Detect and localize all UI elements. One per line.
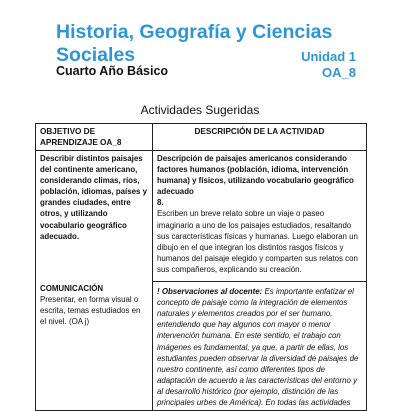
- description-column-header: DESCRIPCIÓN DE LA ACTIVIDAD: [153, 124, 367, 151]
- communication-text: Presentar, en forma visual o escrita, temas estudiados en el nivel. (OA j): [40, 294, 141, 327]
- oa-code: OA_8: [322, 65, 356, 80]
- unit-label: [301, 49, 356, 81]
- objective-text: Describir distintos paisajes del continente americano, considerando climas, ríos, población, idiomas, países y grandes ciudades, entre otros, y utilizando vocabulario geográfico adecuado.: [40, 154, 147, 241]
- observations-label: ! Observaciones al docente:: [157, 287, 263, 297]
- objective-cell: [36, 151, 153, 411]
- objective-column-header: OBJETIVO DE APRENDIZAJE OA_8: [36, 124, 153, 151]
- activities-table: [35, 123, 367, 411]
- subject-title: Historia, Geografía y Ciencias Sociales: [56, 21, 333, 66]
- communication-title: COMUNICACIÓN: [40, 283, 104, 293]
- activity-cell: [153, 151, 367, 411]
- teacher-observations: [157, 286, 362, 408]
- activity-number: 8.: [157, 198, 164, 208]
- observations-text: Es importante enfatizar el concepto de paisaje como la integración de elementos naturales y elementos creados por el ser humano, entendiendo que hay algunos con mayor o menor intervención humana. En este sentido, el trabajo con imágenes es fundamental, ya que, a partir de ellas, los estudiantes pueden observar la diversidad de paisajes de nuestro continente, así como diferentes tipos de adaptación de acuerdo a las características del entorno y al desarrollo histórico (por ejemplo, distinción de las principales urbes de América). En todas las actividades: [157, 287, 359, 407]
- activity-title: Descripción de paisajes americanos considerando factores humanos (población, idioma, intervención humana) y físicos, utilizando vocabulario geográfico adecuado: [157, 154, 354, 197]
- grade-label: Cuarto Año Básico: [56, 64, 169, 78]
- unit-number: Unidad 1: [301, 49, 356, 64]
- section-title: Actividades Sugeridas: [140, 103, 260, 117]
- divider: [153, 281, 366, 282]
- table-header-row: [36, 124, 367, 151]
- table-row: [36, 151, 367, 411]
- activity-text: Escriben un breve relato sobre un viaje o paseo imaginario a uno de los paisajes estudiados, resaltando sus características físicas y humanas. Luego elaboran un dibujo en el que integran los distintos rasgos físicos y humanos del paisaje elegido y comparten sus relatos con sus compañeros, explicando su creación.: [157, 209, 358, 274]
